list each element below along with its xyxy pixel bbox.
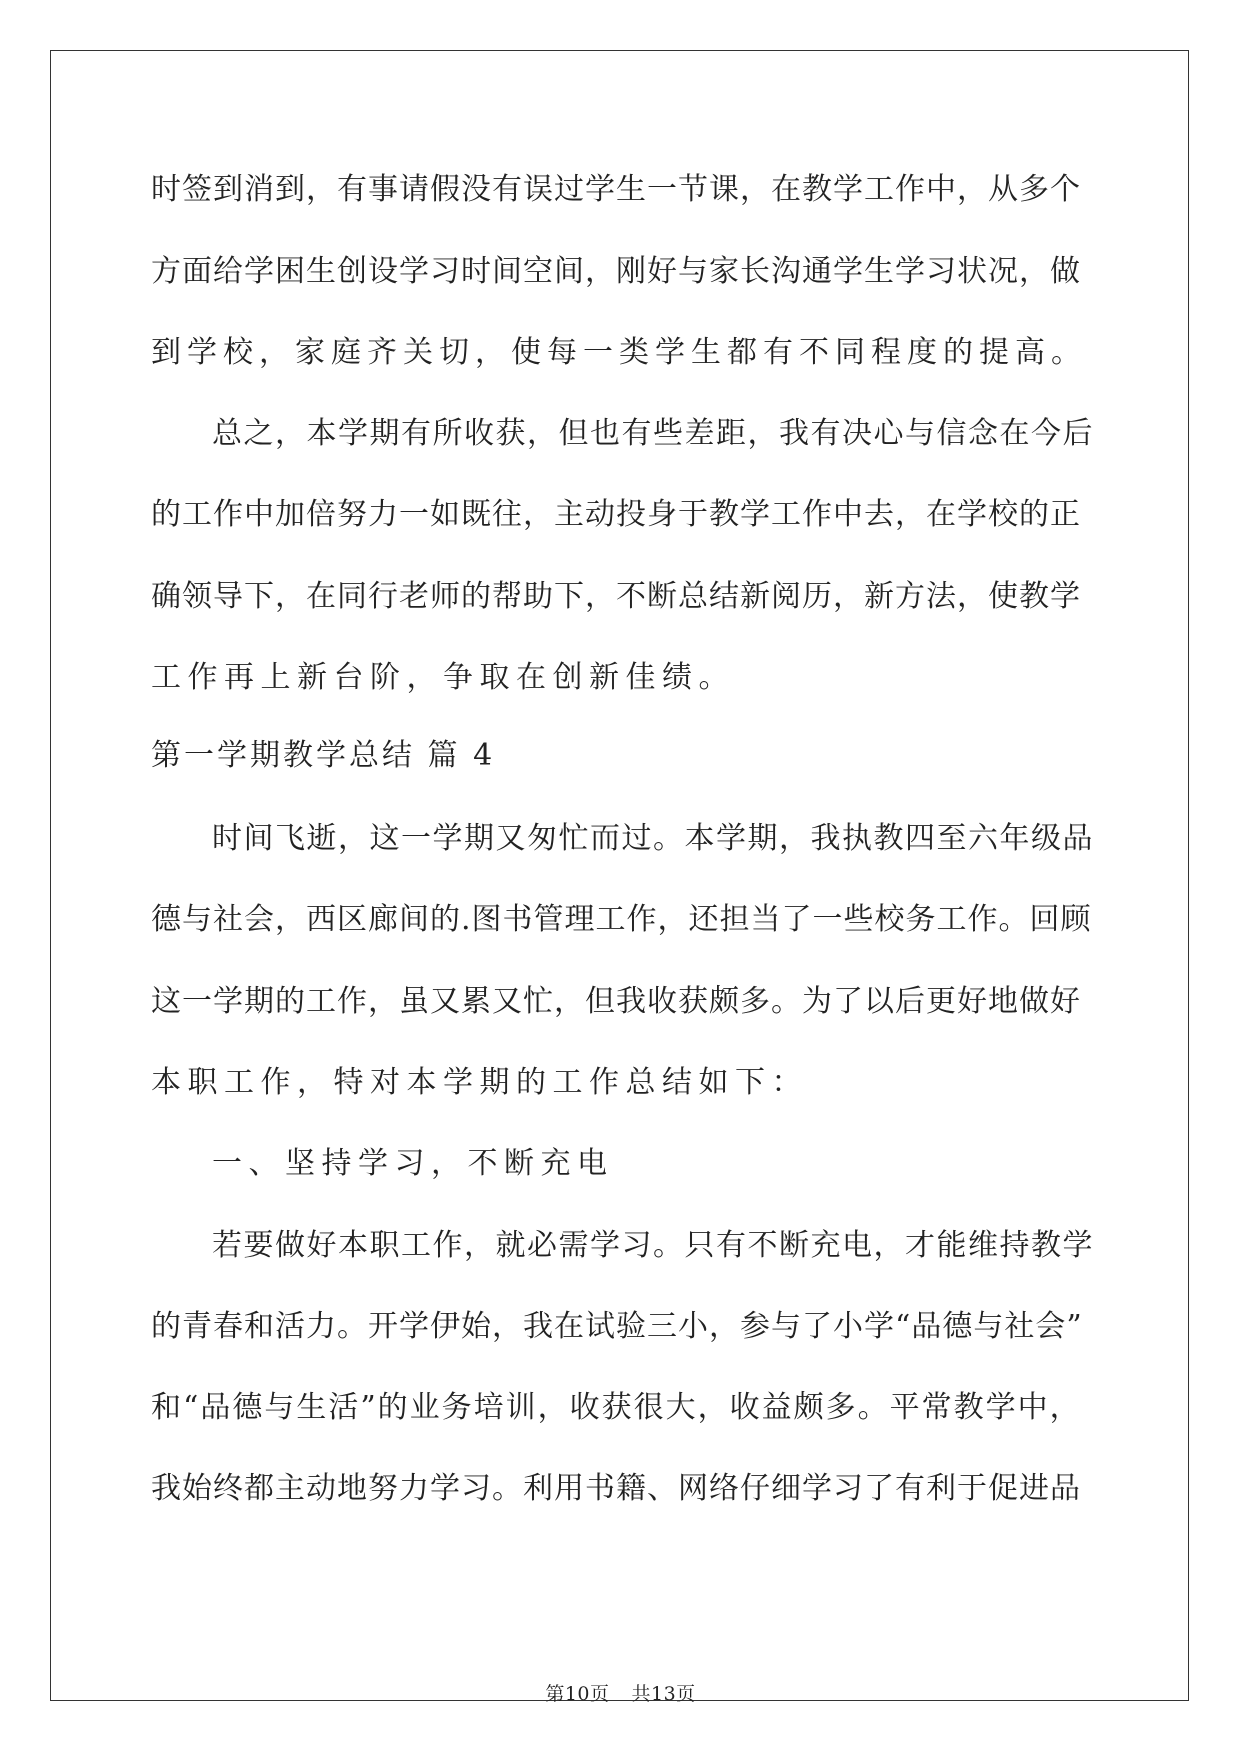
paragraph-line: 方面给学困生创设学习时间空间，刚好与家长沟通学生学习状况，做 <box>151 254 1081 289</box>
paragraph-line: 德与社会，西区廊间的.图书管理工作，还担当了一些校务工作。回顾 <box>151 902 1092 937</box>
paragraph-line: 工作再上新台阶，争取在创新佳绩。 <box>151 660 735 695</box>
paragraph-line: 这一学期的工作，虽又累又忙，但我收获颇多。为了以后更好地做好 <box>151 984 1081 1019</box>
page-border <box>50 50 1189 1701</box>
paragraph-line: 本职工作，特对本学期的工作总结如下： <box>151 1065 808 1100</box>
paragraph-line: 的工作中加倍努力一如既往，主动投身于教学工作中去，在学校的正 <box>151 497 1081 532</box>
page-number: 第10页 <box>545 1683 610 1705</box>
page-total: 共13页 <box>631 1683 696 1705</box>
page-footer <box>0 1682 1241 1706</box>
paragraph-line: 的青春和活力。开学伊始，我在试验三小，参与了小学“品德与社会” <box>151 1309 1083 1344</box>
paragraph-line: 时间飞逝，这一学期又匆忙而过。本学期，我执教四至六年级品 <box>212 821 1094 856</box>
paragraph-line: 和“品德与生活”的业务培训，收获很大，收益颇多。平常教学中， <box>151 1390 1082 1425</box>
subheading: 一、坚持学习，不断充电 <box>212 1146 614 1181</box>
paragraph-line: 若要做好本职工作，就必需学习。只有不断充电，才能维持教学 <box>212 1228 1094 1263</box>
paragraph-line: 我始终都主动地努力学习。利用书籍、网络仔细学习了有利于促进品 <box>151 1471 1081 1506</box>
paragraph-line: 到学校，家庭齐关切，使每一类学生都有不同程度的提高。 <box>151 335 1087 370</box>
paragraph-line: 总之，本学期有所收获，但也有些差距，我有决心与信念在今后 <box>212 416 1094 451</box>
paragraph-line: 确领导下，在同行老师的帮助下，不断总结新阅历，新方法，使教学 <box>151 579 1081 614</box>
section-heading: 第一学期教学总结 篇 4 <box>151 738 496 773</box>
paragraph-line: 时签到消到，有事请假没有误过学生一节课，在教学工作中，从多个 <box>151 172 1081 207</box>
